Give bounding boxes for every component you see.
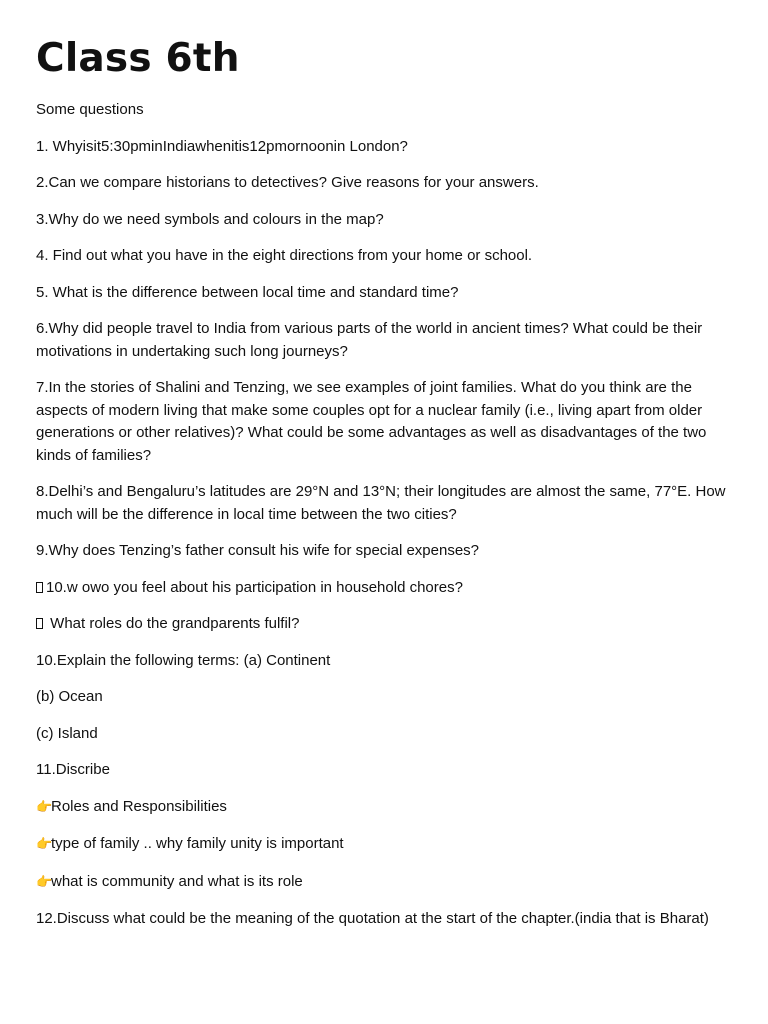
term-island: (c) Island: [36, 724, 98, 742]
bullet-roles-text: Roles and Responsibilities: [51, 797, 227, 815]
bullet-family-type: [36, 833, 736, 857]
question-4: 4. Find out what you have in the eight directions from your home or school.: [36, 247, 533, 264]
question-5: 5. What is the difference between local time and standard time?: [36, 283, 459, 301]
missing-glyph-box-icon: [36, 582, 43, 593]
question-10-chores-text: 10.w owo you feel about his participation in household chores?: [46, 578, 463, 596]
bullet-roles: [36, 796, 736, 820]
question-3: 3.Why do we need symbols and colours in the map?: [36, 210, 384, 228]
bullet-family-type-text: type of family .. why family unity is important: [51, 835, 344, 852]
question-12: 12.Discuss what could be the meaning of the quotation at the start of the chapter.(india that is Bharat): [36, 910, 709, 927]
document-page: [36, 34, 736, 945]
question-1: 1. Whyisit5:30pminIndiawhenitis12pmornoonin London?: [36, 137, 408, 155]
question-6: 6.Why did people travel to India from various parts of the world in ancient times? What could be their motivations in undertaking such long journeys?: [36, 320, 703, 360]
question-grandparents: [36, 613, 736, 636]
pointing-hand-icon: 👉: [36, 799, 53, 815]
question-7: 7.In the stories of Shalini and Tenzing, we see examples of joint families. What do you think are the aspects of modern living that make some couples opt for a nuclear family (i.e., living apart from older generations or other relatives)? What could be some advantages as well as disadvantages of the two kinds of families?: [36, 379, 707, 464]
bullet-community-text: what is community and what is its role: [51, 872, 303, 890]
question-8: 8.Delhi’s and Bengaluru’s latitudes are 29°N and 13°N; their longitudes are almost the same, 77°E. How much will be the difference in local time between the two cities?: [36, 483, 726, 523]
bullet-community: [36, 871, 736, 895]
question-grandparents-text: What roles do the grandparents fulfil?: [46, 615, 300, 632]
pointing-hand-icon: 👉: [36, 837, 53, 852]
question-10-terms: 10.Explain the following terms: (a) Continent: [36, 651, 331, 669]
missing-glyph-box-icon: [36, 618, 43, 629]
term-ocean: (b) Ocean: [36, 688, 103, 705]
question-11: 11.Discribe: [36, 761, 110, 778]
question-10-chores: [36, 577, 736, 600]
question-2: 2.Can we compare historians to detectives? Give reasons for your answers.: [36, 174, 539, 191]
question-9: 9.Why does Tenzing’s father consult his wife for special expenses?: [36, 542, 480, 559]
pointing-hand-icon: 👉: [36, 874, 53, 890]
intro-text: Some questions: [36, 101, 144, 118]
page-title: Class 6th: [36, 36, 240, 81]
